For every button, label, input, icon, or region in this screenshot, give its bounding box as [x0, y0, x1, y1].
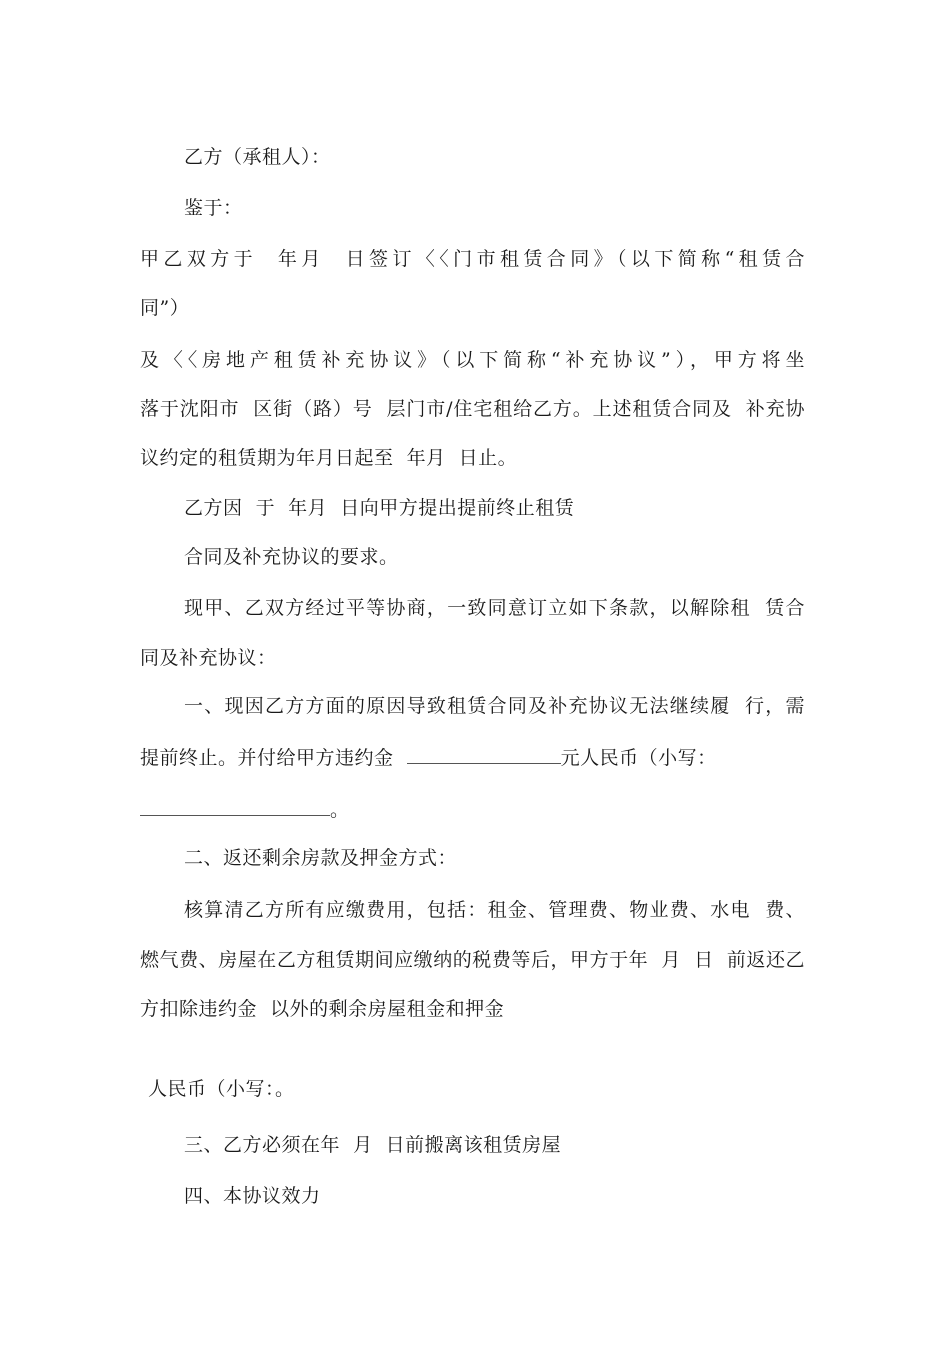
clause-one-line — [140, 797, 350, 822]
clause-one-end: 。 — [330, 799, 350, 821]
clause-four-title: 四、本协议效力 — [184, 1185, 321, 1207]
clause-one-text: 提前终止。并付给甲方违约金 — [140, 747, 394, 769]
clause-two-title: 二、返还剩余房款及押金方式： — [184, 847, 458, 869]
clause-one-line: 一、现因乙方方面的原因导致租赁合同及补充协议无法继续履 行，需 — [184, 695, 805, 717]
paragraph-line: 议约定的租赁期为年月日起至 年月 日止。 — [140, 447, 518, 469]
paragraph-line: 同”） — [140, 297, 190, 319]
paragraph-line: 及〈〈房地产租赁补充协议》（以下简称“补充协议”），甲方将坐 — [140, 349, 805, 371]
paragraph-line: 同及补充协议： — [140, 647, 277, 669]
paragraph-line: 现甲、乙双方经过平等协商，一致同意订立如下条款，以解除租 赁合 — [184, 597, 805, 619]
paragraph-line: 落于沈阳市 区街（路）号 层门市/住宅租给乙方。上述租赁合同及 补充协 — [140, 398, 805, 420]
clause-three-line: 三、乙方必须在年 月 日前搬离该租赁房屋 — [184, 1134, 562, 1156]
paragraph-line: 甲乙双方于 年月 日签订〈〈门市租赁合同》（以下简称“租赁合 — [140, 248, 805, 270]
penalty-lowercase-blank — [140, 797, 330, 816]
party-b-label: 乙方（承租人）： — [184, 146, 331, 168]
clause-one-line — [140, 745, 717, 770]
paragraph-line: 乙方因 于 年月 日向甲方提出提前终止租赁 — [184, 497, 575, 519]
clause-two-line: 人民币（小写：。 — [148, 1078, 295, 1100]
penalty-amount-blank — [407, 745, 561, 764]
clause-two-line: 燃气费、房屋在乙方租赁期间应缴纳的税费等后，甲方于年 月 日 前返还乙 — [140, 949, 805, 971]
whereas-label: 鉴于： — [184, 197, 243, 219]
clause-two-line: 核算清乙方所有应缴费用，包括：租金、管理费、物业费、水电 费、 — [184, 899, 805, 921]
clause-two-line: 方扣除违约金 以外的剩余房屋租金和押金 — [140, 998, 505, 1020]
paragraph-line: 合同及补充协议的要求。 — [184, 546, 399, 568]
clause-one-currency: 元人民币（小写： — [560, 747, 717, 769]
